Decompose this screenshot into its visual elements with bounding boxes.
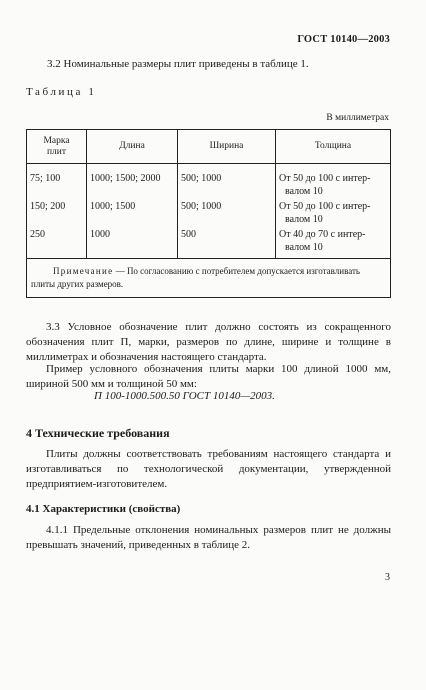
table-note	[27, 259, 391, 298]
page-number: 3	[385, 572, 390, 583]
dimensions-table	[26, 129, 391, 298]
cell-width: 500; 1000	[178, 164, 276, 199]
cell-thickness	[276, 164, 391, 199]
table-row	[27, 226, 391, 259]
table-row	[27, 198, 391, 226]
cell-thickness-line-2: валом 10	[285, 242, 323, 253]
note-text: — По согласованию с потребителем допускается изготавливать плиты других размеров.	[31, 266, 361, 289]
column-header-length: Длина	[87, 130, 178, 164]
table-note-row	[27, 259, 391, 298]
cell-thickness-line-2: валом 10	[285, 214, 323, 225]
table-header-row	[27, 130, 391, 164]
example-intro-text: Пример условного обозначения плиты марки 100 длиной 1000 мм, шириной 500 мм и толщиной 50 мм:	[26, 363, 391, 390]
table-label: Таблица 1	[26, 86, 97, 98]
section-3-3-text: 3.3 Условное обозначение плит должно состоять из сокращенного обозначения плит П, марки, размеров по длине, ширине и толщине в миллиметрах и обозначения настоящего стандарта.	[26, 321, 391, 363]
section-4-heading: 4 Технические требования	[26, 426, 170, 440]
section-4-1-1-text: 4.1.1 Предельные отклонения номинальных размеров плит не должны превышать значений, приведенных в таблице 2.	[26, 524, 391, 551]
cell-width: 500	[178, 226, 276, 259]
cell-width: 500; 1000	[178, 198, 276, 226]
cell-thickness-line-1: От 50 до 100 с интер-	[279, 201, 371, 212]
cell-length: 1000	[87, 226, 178, 259]
column-header-thickness: Толщина	[276, 130, 391, 164]
cell-thickness-line-1: От 40 до 70 с интер-	[279, 229, 366, 240]
cell-marka: 150; 200	[27, 198, 87, 226]
cell-length: 1000; 1500; 2000	[87, 164, 178, 199]
cell-thickness-line-2: валом 10	[285, 186, 323, 197]
cell-thickness-line-1: От 50 до 100 с интер-	[279, 173, 371, 184]
column-header-marka-line-2: плит	[46, 146, 67, 157]
cell-marka: 250	[27, 226, 87, 259]
section-4-text: Плиты должны соответствовать требованиям настоящего стандарта и изготавливаться по технологической документации, утвержденной предприятием-изготовителем.	[26, 448, 391, 490]
document-id-header: ГОСТ 10140—2003	[297, 34, 390, 45]
note-label: Примечание	[53, 266, 114, 276]
table-row	[27, 164, 391, 199]
cell-marka: 75; 100	[27, 164, 87, 199]
column-header-marka	[27, 130, 87, 164]
units-caption: В миллиметрах	[326, 113, 389, 123]
cell-thickness	[276, 198, 391, 226]
column-header-width: Ширина	[178, 130, 276, 164]
section-4-1-heading: 4.1 Характеристики (свойства)	[26, 503, 181, 515]
column-header-marka-line-1: Марка	[43, 135, 70, 146]
cell-thickness	[276, 226, 391, 259]
section-3-2-text: 3.2 Номинальные размеры плит приведены в таблице 1.	[47, 58, 309, 70]
cell-length: 1000; 1500	[87, 198, 178, 226]
example-designation: П 100-1000.500.50 ГОСТ 10140—2003.	[94, 390, 275, 402]
